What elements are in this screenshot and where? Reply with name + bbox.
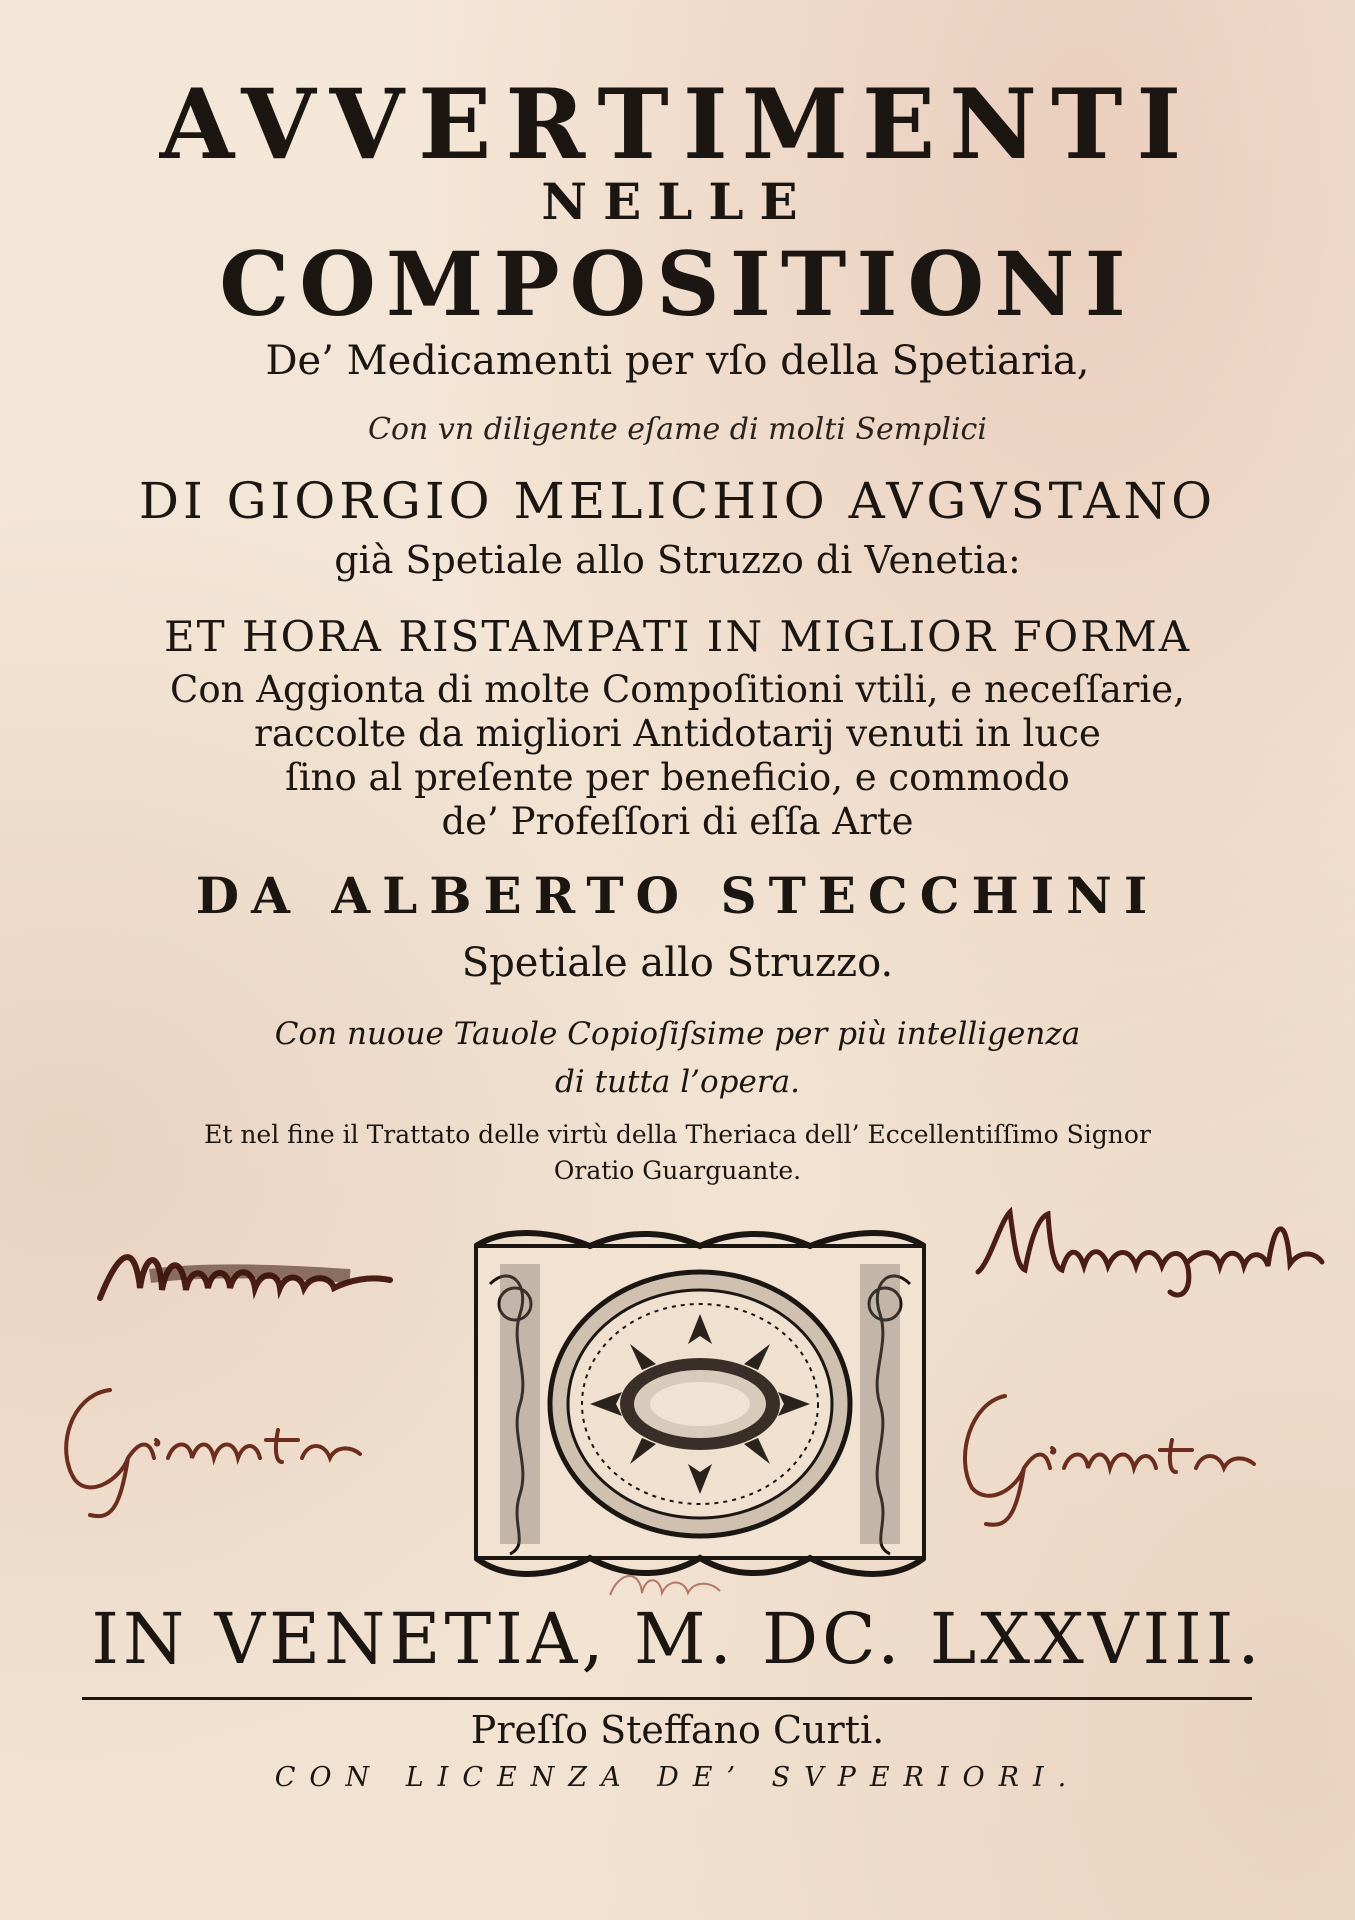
edition-line-2: Con Aggionta di molte Compoſitioni vtili, e neceſſarie, bbox=[170, 668, 1185, 711]
handwritten-surname-right bbox=[970, 1192, 1340, 1302]
editor-name: DA ALBERTO STECCHINI bbox=[195, 866, 1160, 925]
handwritten-forename-right bbox=[950, 1378, 1270, 1528]
handwritten-forename-left bbox=[50, 1370, 395, 1520]
licence-line: CON LICENZA DE’ SVPERIORI. bbox=[274, 1762, 1081, 1793]
author-description: già Spetiale allo Struzzo di Venetia: bbox=[334, 538, 1021, 582]
title-line-3: COMPOSITIONI bbox=[219, 232, 1136, 336]
edition-line-3: raccolte da migliori Antidotarij venuti in luce bbox=[254, 712, 1101, 755]
imprint-rule bbox=[82, 1697, 1252, 1700]
appendix-line-2: Oratio Guarguante. bbox=[553, 1156, 802, 1185]
edition-line-4: ſino al preſente per beneficio, e commodo bbox=[285, 756, 1070, 799]
author-name: DI GIORGIO MELICHIO AVGVSTANO bbox=[138, 472, 1217, 530]
subtitle-line-2: Con vn diligente eſame di molti Semplici bbox=[368, 412, 987, 447]
handwritten-surname-left bbox=[90, 1228, 450, 1318]
appendix-line-1: Et nel fine il Trattato delle virtù della Theriaca dell’ Eccellentiſſimo Signor bbox=[204, 1120, 1151, 1149]
editor-description: Spetiale allo Struzzo. bbox=[461, 940, 894, 986]
edition-line-5: de’ Profeſſori di eſſa Arte bbox=[441, 800, 914, 843]
edition-heading: ET HORA RISTAMPATI IN MIGLIOR FORMA bbox=[163, 612, 1192, 661]
imprint-place-date: IN VENETIA, M. DC. LXXVIII. bbox=[91, 1598, 1264, 1680]
tables-line-2: di tutta l’opera. bbox=[554, 1064, 801, 1100]
subtitle-line-1: De’ Medicamenti per vſo della Spetiaria, bbox=[265, 338, 1090, 384]
title-line-1: AVVERTIMENTI bbox=[159, 68, 1196, 181]
tables-line-1: Con nuoue Tauole Copioſiſsime per più intelligenza bbox=[274, 1016, 1081, 1052]
printer-name: Preſſo Steffano Curti. bbox=[470, 1708, 885, 1752]
title-line-2: NELLE bbox=[541, 172, 814, 231]
printers-device-woodcut bbox=[470, 1224, 930, 1588]
